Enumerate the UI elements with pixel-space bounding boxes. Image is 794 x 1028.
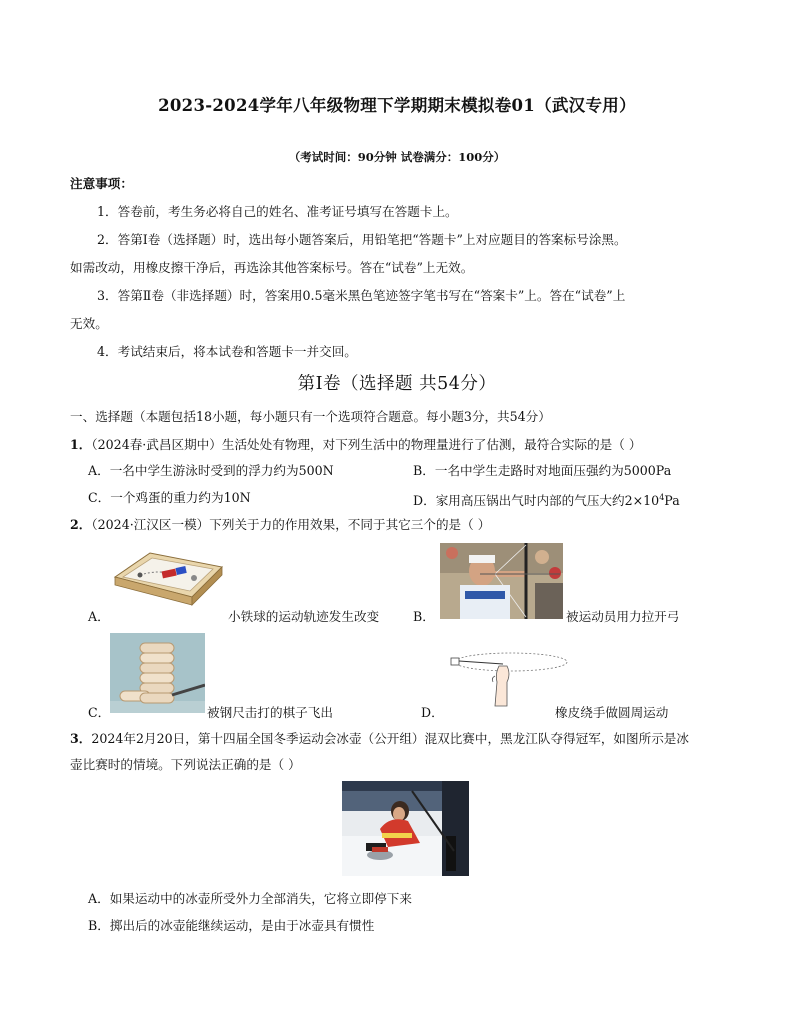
question-stem: （2024·江汉区一模）下列关于力的作用效果，不同于其它三个的是（ ） bbox=[91, 517, 491, 532]
document-title: 2023-2024学年八年级物理下学期期末模拟卷01（武汉专用） bbox=[158, 96, 636, 115]
q2-option-d-label: D． bbox=[421, 705, 444, 720]
question-1 bbox=[70, 437, 641, 453]
curling-photo bbox=[342, 781, 469, 876]
q2-option-b-label: B． bbox=[413, 609, 435, 624]
note-2-cont: 如需改动，用橡皮擦干净后，再选涂其他答案标号。答在“试卷”上无效。 bbox=[70, 260, 474, 275]
question-2 bbox=[70, 517, 490, 533]
q2-option-a-label: A． bbox=[88, 609, 110, 624]
question-number: 2． bbox=[70, 517, 92, 532]
section-title: 第Ⅰ卷（选择题 共54分） bbox=[297, 374, 497, 394]
question-stem: （2024春·武昌区期中）生活处处有物理，对下列生活中的物理量进行了估测，最符合实际的是（ ） bbox=[91, 437, 642, 452]
question-number: 1． bbox=[70, 437, 92, 452]
note-3: 3．答第Ⅱ卷（非选择题）时，答案用0.5毫米黑色笔迹签字笔书写在“答案卡”上。答在“试卷”上 bbox=[97, 288, 626, 303]
q2-option-d-text: 橡皮绕手做圆周运动 bbox=[555, 705, 669, 720]
part-heading: 一、选择题（本题包括18小题，每小题只有一个选项符合题意。每小题3分，共54分） bbox=[70, 409, 551, 424]
q1-option-a: A．一名中学生游泳时受到的浮力约为500N bbox=[88, 463, 334, 478]
question-number: 3． bbox=[70, 731, 92, 746]
question-3-cont: 壶比赛时的情境。下列说法正确的是（ ） bbox=[70, 757, 301, 772]
q2-option-c-label: C． bbox=[88, 705, 111, 720]
exponent: 4 bbox=[659, 493, 665, 502]
notes-heading: 注意事项： bbox=[70, 176, 133, 191]
q1-option-b: B．一名中学生走路时对地面压强约为5000Pa bbox=[413, 463, 672, 478]
q1-option-c: C．一个鸡蛋的重力约为10N bbox=[88, 490, 251, 505]
q2-option-a-text: 小铁球的运动轨迹发生改变 bbox=[228, 609, 380, 624]
q2-c-image bbox=[110, 633, 205, 713]
q1-option-d bbox=[413, 490, 680, 509]
option-unit: Pa bbox=[664, 493, 680, 509]
exam-info: （考试时间：90分钟 试卷满分：100分） bbox=[288, 150, 506, 164]
q3-option-a: A．如果运动中的冰壶所受外力全部消失，它将立即停下来 bbox=[88, 891, 412, 906]
q2-d-image bbox=[445, 648, 570, 710]
note-1: 1．答卷前，考生务必将自己的姓名、准考证号填写在答题卡上。 bbox=[97, 204, 458, 219]
q2-a-image bbox=[110, 545, 225, 615]
note-2: 2．答第Ⅰ卷（选择题）时，选出每小题答案后，用铅笔把“答题卡”上对应题目的答案标号涂黑。 bbox=[97, 232, 627, 247]
q3-option-b: B．掷出后的冰壶能继续运动，是由于冰壶具有惯性 bbox=[88, 918, 375, 933]
q2-b-image bbox=[440, 543, 563, 619]
question-stem: 2024年2月20日，第十四届全国冬季运动会冰壶（公开组）混双比赛中，黑龙江队夺得冠军，如图所示是冰 bbox=[91, 731, 689, 746]
q2-option-c-text: 被钢尺击打的棋子飞出 bbox=[207, 705, 333, 720]
q2-option-b-text: 被运动员用力拉开弓 bbox=[566, 609, 680, 624]
option-text: D．家用高压锅出气时内部的气压大约2×10 bbox=[413, 493, 660, 509]
note-3-cont: 无效。 bbox=[70, 316, 108, 331]
note-4: 4．考试结束后，将本试卷和答题卡一并交回。 bbox=[97, 344, 357, 359]
question-3 bbox=[70, 731, 689, 747]
